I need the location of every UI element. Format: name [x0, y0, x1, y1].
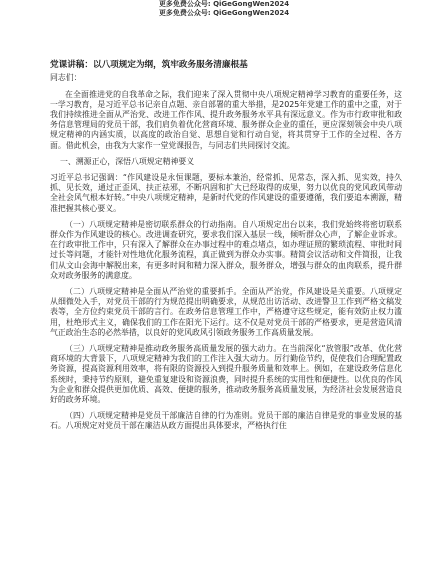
greeting: 同志们： [50, 73, 82, 82]
point-2-paragraph: （二）八项规定精神是全面从严治党的重要抓手。全面从严治党，作风建设是关重要。八项规定从细微处入手，对党员干部的行为规范提出明确要求，从规范出访活动、改进警卫工作到严格文稿发表等，全方位约束党员干部的言行。在政务信息管理工作中，严格遵守这些规定，能有效防止权力滥用，杜绝形式主义，确保我们的工作在阳光下运行。这不仅是对党员干部的严格要求，更是营造风清气正政治生态的必然举措，以良好的党风政风引领政务服务工作高质量发展。 [50, 286, 402, 337]
point-3-paragraph: （三）八项规定精神是推动政务服务高质量发展的强大动力。在当前深化“放管服”改革、优化营商环境的大背景下，八项规定精神为我们的工作注入强大动力。厉行勤俭节约，促使我们合理配置政务资源，提高资源利用效率，将有限的资源投入到提升服务质量和效率上。例如，在建设政务信息化系统时，秉持节约原则，避免重复建设和资源浪费，同时提升系统的实用性和便捷性。以优良的作风为企业和群众提供更加优质、高效、便捷的服务，推动政务服务高质量发展，为经济社会发展营造良好的政务环境。 [50, 343, 402, 404]
quote-paragraph: 习近平总书记强调：“作风建设是永恒课题，要标本兼治，经常抓、见常态，深入抓、见实效，持久抓、见长效，通过正歪风、扶正祛邪，不断巩固和扩大已经取得的成果，努力以优良的党风政风带动全社会风气根本好转。”中央八项规定精神，是新时代党的作风建设的重要遵循，我们要追本溯源，精准把握其核心要义。 [50, 172, 402, 213]
watermark [0, 0, 448, 18]
watermark-line-2: 更多免费公众号: QiGeGongWen2024 [158, 9, 290, 17]
watermark-line-1: 更多免费公众号: QiGeGongWen2024 [158, 0, 290, 8]
document-body [50, 60, 402, 438]
point-1-paragraph: （一）八项规定精神是密切联系群众的行动指南。自八项规定出台以来，我们党始终将密切联系群众作为作风建设的核心。改进调查研究，要求我们深入基层一线，倾听群众心声，了解企业诉求。在行政审批工作中，只有深入了解群众在办事过程中的难点堵点，如办理证照的繁琐流程、审批时间过长等问题，才能针对性地优化服务流程，真正做到为群众办实事。精简会议活动和文件简报，让我们从文山会海中解脱出来，有更多时间和精力深入群众，服务群众，增强与群众的血肉联系，提升群众对政务服务的满意度。 [50, 219, 402, 280]
point-4-paragraph: （四）八项规定精神是党员干部廉洁自律的行为准则。党员干部的廉洁自律是党的事业发展的基石。八项规定对党员干部在廉洁从政方面提出具体要求，严格执行住 [50, 411, 402, 431]
intro-paragraph: 在全面推进党的自我革命之际，我们迎来了深入贯彻中央八项规定精神学习教育的重要任务，这一学习教育，是习近平总书记亲自点题、亲自部署的重大举措，是2025年党建工作的重中之重，对于我们持续推进全面从严治党、改进工作作风、提升政务服务水平具有深远意义。作为市行政审批和政务信息管理局的党员干部，我们肩负着优化营商环境、服务群众企业的重任，更应深刻领会中央八项规定精神的内涵实质，以高度的政治自觉、思想自觉和行动自觉，将其贯穿于工作的全过程、各方面。借此机会，由我为大家作一堂党课报告，与同志们共同探讨交流。 [50, 89, 402, 150]
section-heading: 一、溯源正心，深悟八项规定精神要义 [60, 156, 195, 166]
document-title: 党课讲稿：以八项规定为纲，筑牢政务服务清廉根基 [50, 60, 248, 70]
